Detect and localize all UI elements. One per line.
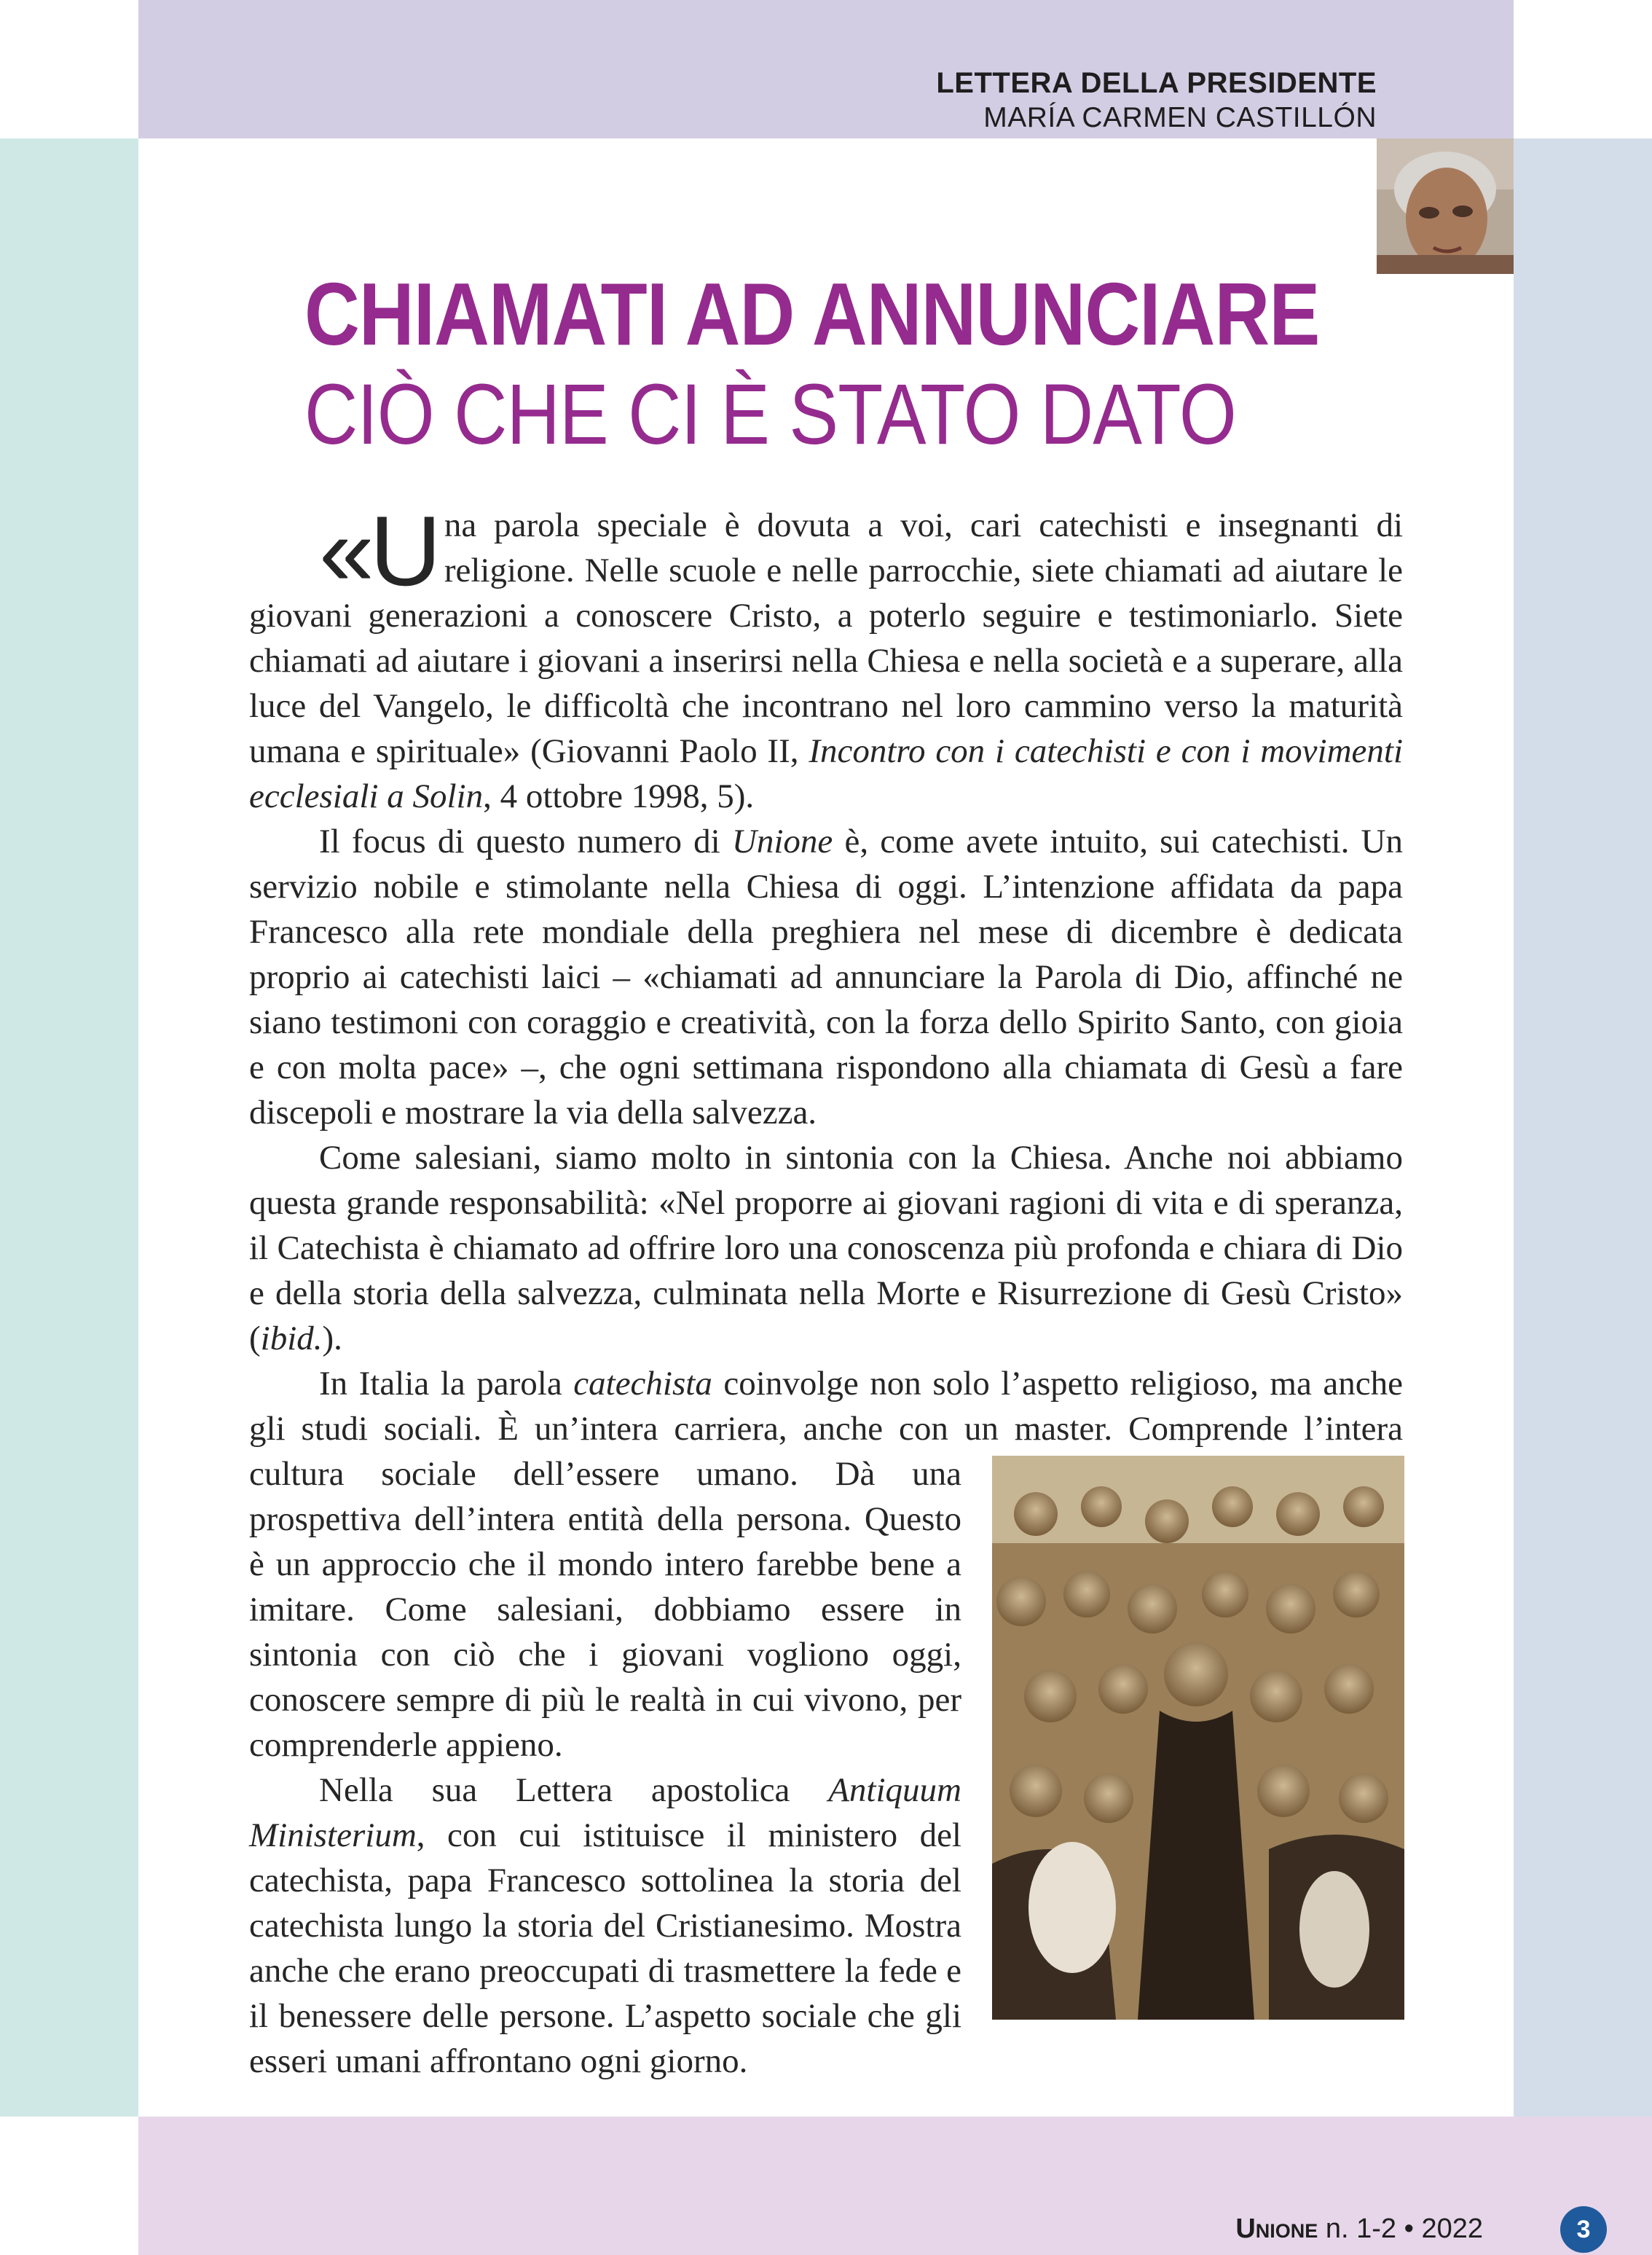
- section-label: LETTERA DELLA PRESIDENTE: [936, 67, 1377, 99]
- group-photo: [992, 1456, 1404, 2020]
- paragraph-4-end: coinvolge non solo l’aspetto religioso, ma anche gli studi sociali. È un’intera carriera, anche con un master. Comprende l’intera cultura sociale dell’essere umano. Dà una prospettiva dell’intera entità della persona. Questo è un approccio che il mondo intero farebbe bene a imitare. Come salesiani, dobbiamo essere in sintonia con ciò che i giovani vogliono oggi, conoscere sempre di più le realtà in cui vivono, per comprenderle appieno.: [249, 1365, 1403, 1764]
- right-color-band: [1514, 138, 1652, 2117]
- page-number-badge: 3: [1560, 2206, 1607, 2253]
- paragraph-2-text: Il focus di questo numero di: [319, 823, 732, 860]
- paragraph-3-end: ).: [322, 1319, 342, 1357]
- paragraph-5-end: , con cui istituisce il ministero del catechista, papa Francesco sottolinea la storia del catechista lungo la storia del Cristianesimo. Mostra anche che erano preoccupati di trasmettere la fede e il benessere delle persone. L’aspetto sociale che gli esseri umani affrontano ogni giorno.: [249, 1816, 961, 2080]
- citation-title: Incontro con i catechisti e con i movimenti ecclesiali a Solin: [249, 732, 1404, 815]
- paragraph-2-end: è, come avete intuito, sui catechisti. Un servizio nobile e stimolante nella Chiesa di oggi. L’intenzione affidata da papa Francesco alla rete mondiale della preghiera nel mese di dicembre è dedicata proprio ai catechisti laici – «chiamati ad annunciare la Parola di Dio, affinché ne siano testimoni con coraggio e creatività, con la forza dello Spirito Santo, con gioia e con molta pace» –, che ogni settimana rispondono alla chiamata di Gesù a fare discepoli e mostrare la via della salvezza.: [249, 823, 1403, 1132]
- author-name: MARÍA CARMEN CASTILLÓN: [983, 102, 1377, 133]
- paragraph-2: [249, 819, 1403, 1135]
- left-color-band: [0, 138, 138, 2117]
- footer-issue: [1235, 2215, 1483, 2243]
- section-header: [936, 68, 1377, 132]
- paragraph-1-end: , 4 ottobre 1998, 5).: [483, 777, 755, 815]
- magazine-name: Unione: [731, 823, 833, 860]
- paragraph-1-text: na parola speciale è dovuta a voi, cari catechisti e insegnanti di religione. Nelle scuole e nelle parrocchie, siete chiamati ad aiutare le giovani generazioni a conoscere Cristo, a poterlo seguire e testimoniarlo. Siete chiamati ad aiutare i giovani a inserirsi nella Chiesa e nella società e a superare, alla luce del Vangelo, le difficoltà che incontrano nel loro cammino verso la maturità umana e spirituale» (Giovanni Paolo II,: [249, 506, 1403, 770]
- article-body: [249, 495, 1404, 2084]
- paragraph-1: [249, 495, 1404, 819]
- drop-cap: «U: [319, 495, 437, 606]
- author-portrait: [1377, 138, 1514, 274]
- paragraph-3-text: Come salesiani, siamo molto in sintonia con la Chiesa. Anche noi abbiamo questa grande responsabilità: «Nel proporre ai giovani ragioni di vita e di speranza, il Catechista è chiamato ad offrire loro una conoscenza più profonda e chiara di Dio e della storia della salvezza, culminata nella Morte e Risurrezione di Gesù Cristo» (: [249, 1139, 1403, 1357]
- paragraph-3: [249, 1135, 1403, 1361]
- magazine-brand: Unione: [1235, 2213, 1318, 2244]
- title-line-2: CIÒ CHE CI È STATO DATO: [304, 366, 1236, 463]
- paragraph-4-text: In Italia la parola: [319, 1365, 574, 1403]
- document-title: Antiquum Ministerium: [249, 1771, 961, 1854]
- title-line-1: CHIAMATI AD ANNUNCIARE: [304, 264, 1320, 364]
- catechista-term: catechista: [573, 1365, 712, 1403]
- ibid-reference: ibid.: [260, 1319, 323, 1357]
- article-title: [304, 264, 1484, 463]
- issue-info: n. 1-2 • 2022: [1318, 2213, 1483, 2244]
- paragraph-5-text: Nella sua Lettera apostolica: [319, 1771, 829, 1809]
